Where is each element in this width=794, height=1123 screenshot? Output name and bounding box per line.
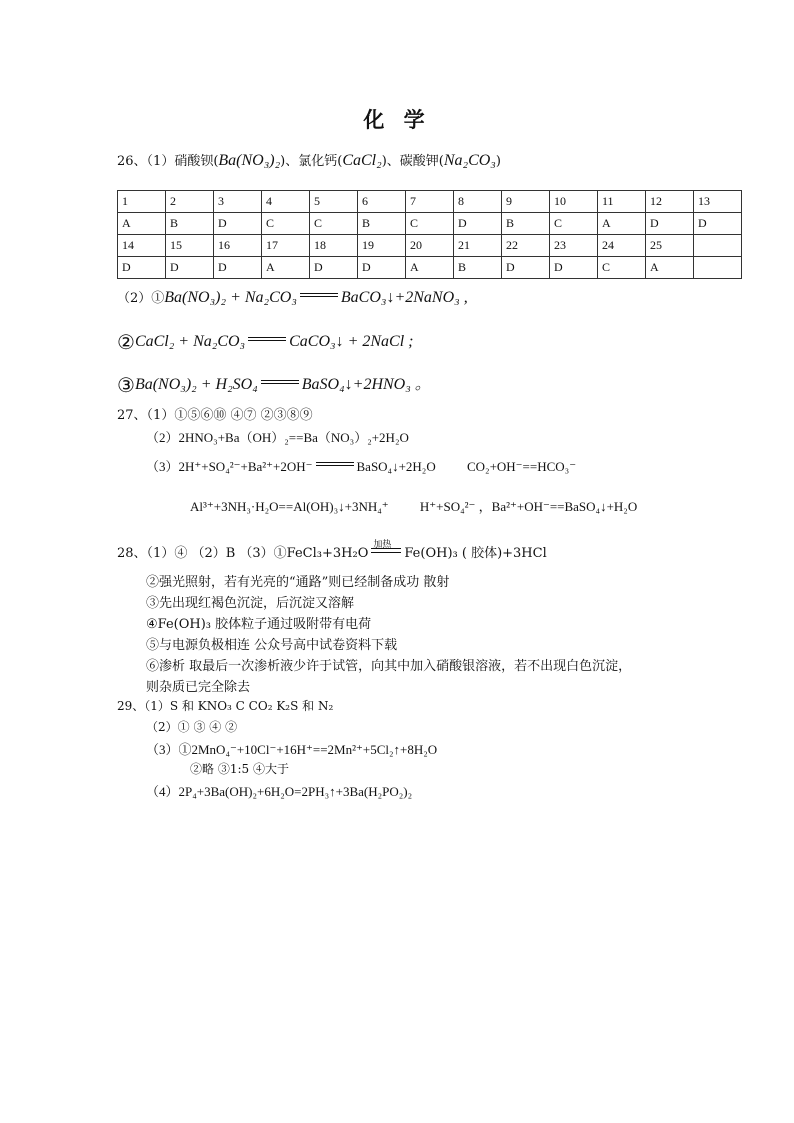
table-cell: 10 [550, 191, 598, 213]
table-row [118, 235, 742, 257]
equals-sign [248, 337, 286, 341]
formula-ba-no3-2: Ba(NO₃)₂ [218, 152, 281, 169]
q29-line3: （3）①2MnO₄⁻+10Cl⁻+16H⁺==2Mn²⁺+5Cl₂↑+8H₂O [146, 742, 438, 757]
table-cell: 22 [502, 235, 550, 257]
table-row [118, 257, 742, 279]
table-cell: 16 [214, 235, 262, 257]
table-cell: B [358, 213, 406, 235]
table-cell: D [214, 213, 262, 235]
table-cell: 23 [550, 235, 598, 257]
table-cell: A [598, 213, 646, 235]
heat-label: 加热 [373, 540, 392, 550]
equals-sign [300, 293, 338, 297]
table-cell: D [310, 257, 358, 279]
q26-sep2: )、碳酸钾( [381, 154, 444, 169]
table-cell: 4 [262, 191, 310, 213]
answer-table [117, 190, 742, 279]
table-cell: 19 [358, 235, 406, 257]
table-cell: C [310, 213, 358, 235]
table-cell: 18 [310, 235, 358, 257]
table-cell: D [118, 257, 166, 279]
eq3-prefix: ③ [117, 373, 135, 397]
q26-line1 [117, 150, 501, 170]
q27-line2: （2）2HNO₃+Ba（OH）₂==Ba（NO₃）₂+2H₂O [146, 430, 409, 445]
q27-line3c: CO₂+OH⁻==HCO₃⁻ [466, 459, 577, 474]
q28-line4: ④Fe(OH)₃ 胶体粒子通过吸附带有电荷 [146, 617, 372, 632]
table-cell: D [646, 213, 694, 235]
table-cell: B [454, 257, 502, 279]
q26-prefix: 26、（1）硝酸钡( [117, 154, 219, 169]
table-cell: 17 [262, 235, 310, 257]
table-cell: D [214, 257, 262, 279]
q26-eq1 [117, 287, 468, 307]
table-cell: 8 [454, 191, 502, 213]
eq3-right: BaSO₄↓+2HNO₃ 。 [301, 376, 431, 393]
q28-line1b: Fe(OH)₃ ( 胶体)+3HCl [404, 546, 547, 561]
table-cell: 25 [646, 235, 694, 257]
table-cell: 13 [694, 191, 742, 213]
table-cell: C [262, 213, 310, 235]
table-cell: D [694, 213, 742, 235]
eq1-right: BaCO₃↓+2NaNO₃ , [340, 289, 468, 306]
q28-line1a: 28、（1）④ （2）B （3）①FeCl₃+3H₂O [117, 546, 369, 561]
q28-line7: 则杂质已完全除去 [146, 680, 251, 695]
q27-line3a: （3）2H⁺+SO₄²⁻+Ba²⁺+2OH⁻ [146, 459, 313, 474]
table-cell [694, 235, 742, 257]
formula-na2co3: Na₂CO₃ [443, 152, 496, 169]
table-cell: A [646, 257, 694, 279]
table-row [118, 213, 742, 235]
q27-line3 [146, 456, 576, 475]
table-cell: A [262, 257, 310, 279]
table-cell: 12 [646, 191, 694, 213]
table-cell: 20 [406, 235, 454, 257]
table-cell [694, 257, 742, 279]
q26-end: ) [495, 154, 501, 169]
q27-line4 [190, 496, 637, 515]
table-cell: 6 [358, 191, 406, 213]
table-cell: 14 [118, 235, 166, 257]
table-cell: D [454, 213, 502, 235]
table-cell: D [166, 257, 214, 279]
table-cell: 2 [166, 191, 214, 213]
q26-sep1: )、氯化钙( [280, 154, 343, 169]
q28-line5: ⑤与电源负极相连 公众号高中试卷资料下载 [146, 638, 398, 653]
eq3-left: Ba(NO₃)₂ + H₂SO₄ [134, 376, 258, 393]
table-cell: C [598, 257, 646, 279]
heat-equals-sign [371, 540, 401, 553]
table-cell: 9 [502, 191, 550, 213]
table-cell: C [550, 213, 598, 235]
q28-line3: ③先出现红褐色沉淀，后沉淀又溶解 [146, 596, 355, 611]
table-cell: C [406, 213, 454, 235]
table-cell: 24 [598, 235, 646, 257]
q28-line1 [117, 542, 547, 561]
q26-eq3 [117, 371, 431, 397]
q27-line1: 27、（1）①⑤⑥⑩ ④⑦ ②③⑧⑨ [117, 408, 313, 423]
eq1-prefix: （2）① [117, 291, 165, 306]
page-title: 化 学 [363, 108, 431, 132]
q27-line3b: BaSO₄↓+2H₂O [356, 459, 436, 474]
table-row [118, 191, 742, 213]
q27-line4a: Al³⁺+3NH₃·H₂O==Al(OH)₃↓+3NH₄⁺ [190, 499, 389, 514]
table-cell: D [502, 257, 550, 279]
table-cell: 3 [214, 191, 262, 213]
q29-line5: （4）2P₄+3Ba(OH)₂+6H₂O=2PH₃↑+3Ba(H₂PO₂)₂ [146, 784, 413, 799]
eq2-left: CaCl₂ + Na₂CO₃ [134, 333, 246, 350]
table-cell: D [550, 257, 598, 279]
table-cell: D [358, 257, 406, 279]
q27-line4b: H⁺+SO₄²⁻ ，Ba²⁺+OH⁻==BaSO₄↓+H₂O [419, 499, 638, 514]
equals-sign [316, 462, 354, 466]
q28-line2: ②强光照射，若有光亮的“通路”则已经制备成功 散射 [146, 575, 450, 590]
formula-cacl2: CaCl₂ [342, 152, 382, 169]
table-cell: B [502, 213, 550, 235]
table-cell: B [166, 213, 214, 235]
q28-line6: ⑥渗析 取最后一次渗析液少许于试管，向其中加入硝酸银溶液，若不出现白色沉淀， [146, 659, 632, 674]
eq1-left: Ba(NO₃)₂ + Na₂CO₃ [164, 289, 297, 306]
eq2-prefix: ② [117, 330, 135, 354]
table-cell: 15 [166, 235, 214, 257]
table-cell: 11 [598, 191, 646, 213]
table-cell: A [118, 213, 166, 235]
table-cell: A [406, 257, 454, 279]
q29-line2: （2）① ③ ④ ② [146, 720, 238, 734]
table-cell: 21 [454, 235, 502, 257]
table-cell: 1 [118, 191, 166, 213]
q29-line4: ②略 ③1:5 ④大于 [190, 762, 289, 776]
q29-line1: 29、（1）S 和 KNO₃ C CO₂ K₂S 和 N₂ [117, 699, 334, 713]
eq2-right: CaCO₃↓ + 2NaCl ; [289, 333, 414, 350]
q26-eq2 [117, 330, 413, 354]
table-cell: 7 [406, 191, 454, 213]
equals-sign [261, 380, 299, 384]
table-cell: 5 [310, 191, 358, 213]
